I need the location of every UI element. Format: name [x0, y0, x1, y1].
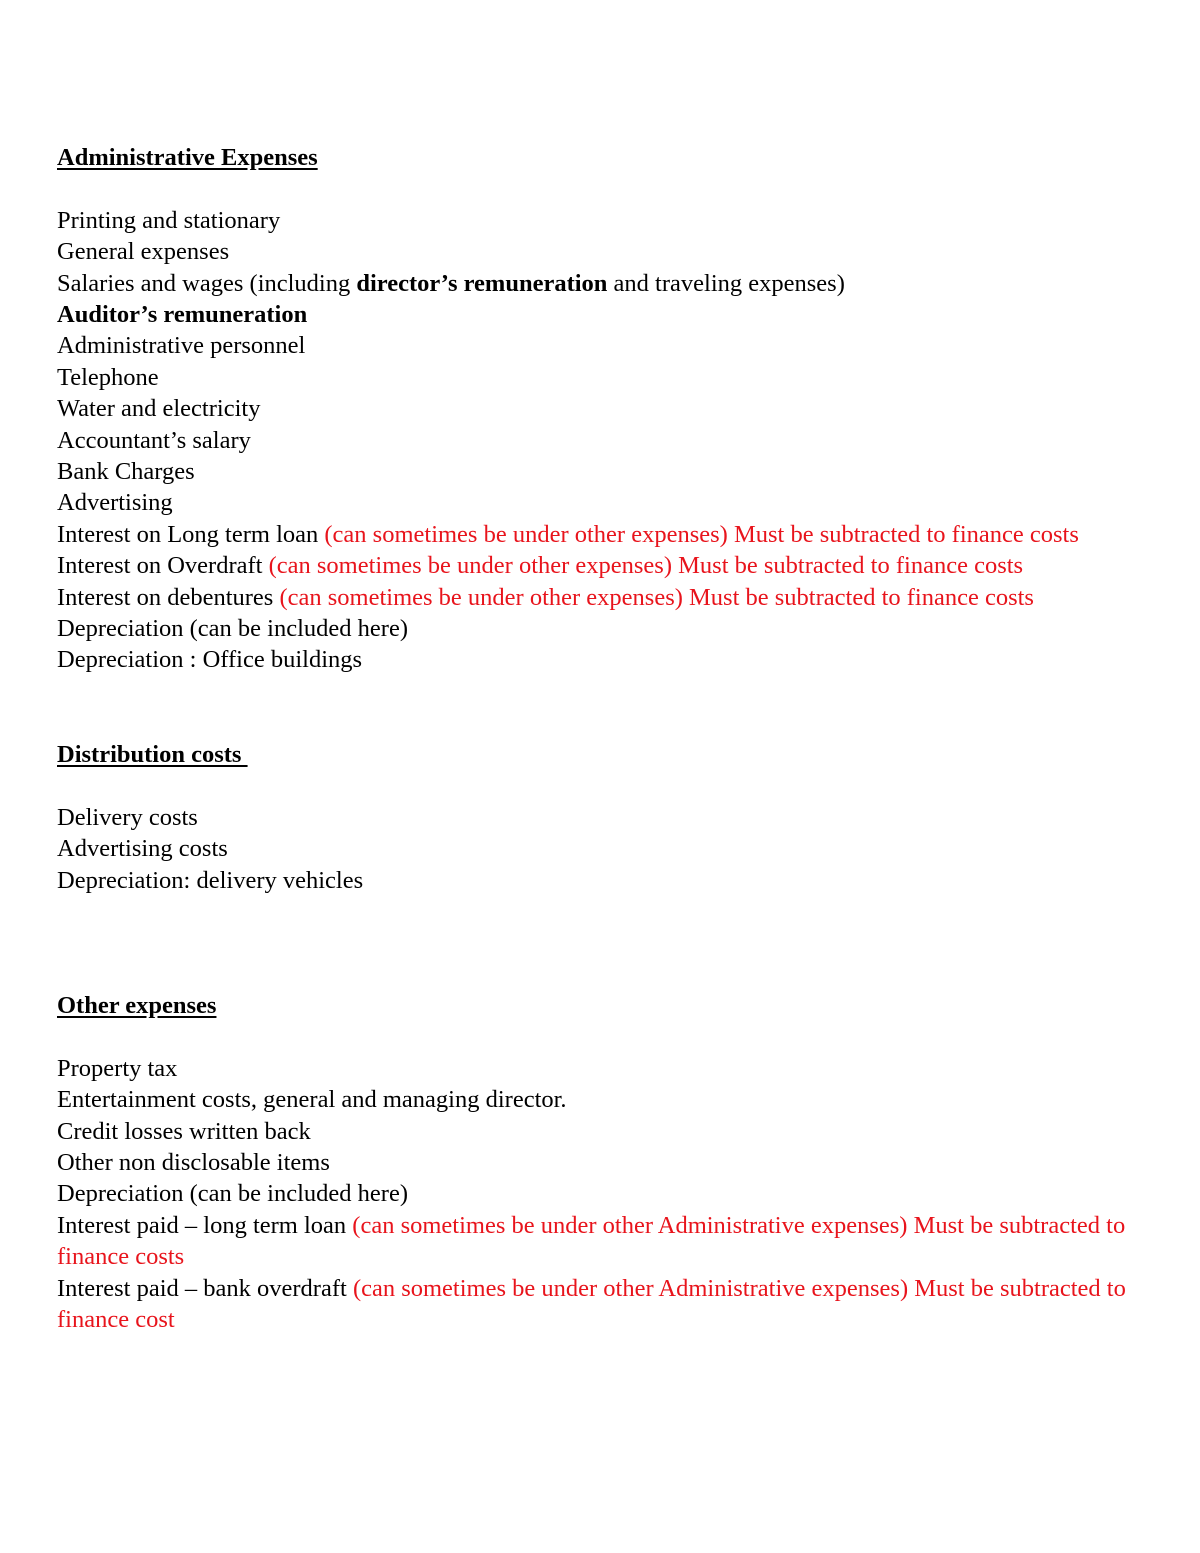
admin-item-interest-deb	[57, 582, 1157, 613]
other-interest-bo-note: (can sometimes be under other Administrative expenses) Must be subtracted to finance cost	[57, 1274, 1126, 1333]
other-item-property-tax: Property tax	[57, 1054, 178, 1082]
admin-item-interest-od	[57, 550, 1157, 581]
other-interest-bo-label: Interest paid – bank overdraft	[57, 1274, 353, 1302]
admin-item-interest-ltl	[57, 519, 1157, 550]
other-item-interest-bo	[57, 1273, 1157, 1336]
spacer	[57, 896, 1157, 990]
admin-item-accountant: Accountant’s salary	[57, 426, 251, 454]
other-item-depreciation: Depreciation (can be included here)	[57, 1180, 408, 1208]
admin-item-water: Water and electricity	[57, 395, 261, 423]
interest-od-label: Interest on Overdraft	[57, 552, 269, 580]
spacer	[57, 676, 1157, 739]
interest-od-note: (can sometimes be under other expenses) Must be subtracted to finance costs	[268, 552, 1024, 580]
interest-deb-note: (can sometimes be under other expenses) Must be subtracted to finance costs	[279, 583, 1034, 611]
salaries-text-start: Salaries and wages (including	[57, 269, 357, 297]
admin-item-general: General expenses	[57, 238, 230, 266]
other-heading: Other expenses	[57, 991, 217, 1019]
distribution-item-depreciation: Depreciation: delivery vehicles	[57, 866, 364, 894]
admin-heading: Administrative Expenses	[57, 144, 318, 171]
interest-deb-label: Interest on debentures	[57, 583, 280, 611]
admin-item-telephone: Telephone	[57, 363, 159, 391]
spacer	[57, 1021, 1157, 1052]
distribution-heading: Distribution costs	[57, 740, 248, 768]
admin-item-bank: Bank Charges	[57, 458, 195, 486]
admin-item-salaries	[57, 268, 1157, 299]
distribution-item-delivery: Delivery costs	[57, 803, 198, 831]
salaries-text-bold: director’s remuneration	[356, 269, 608, 297]
admin-item-depreciation: Depreciation (can be included here)	[57, 615, 408, 643]
salaries-text-end: and traveling expenses)	[607, 269, 845, 297]
other-item-entertainment: Entertainment costs, general and managing director.	[57, 1086, 567, 1114]
other-item-non-disclosable: Other non disclosable items	[57, 1148, 330, 1176]
admin-item-depreciation-office: Depreciation : Office buildings	[57, 646, 363, 674]
spacer	[57, 173, 1157, 204]
admin-item-auditor: Auditor’s remuneration	[57, 301, 308, 329]
admin-item-personnel: Administrative personnel	[57, 332, 306, 360]
other-interest-ltl-note: (can sometimes be under other Administrative expenses) Must be subtracted to finance costs	[57, 1211, 1126, 1271]
document-page	[57, 142, 1157, 1335]
distribution-item-advertising: Advertising costs	[57, 835, 228, 863]
interest-ltl-note: (can sometimes be under other expenses) Must be subtracted to finance costs	[324, 520, 1079, 548]
other-interest-ltl-label: Interest paid – long term loan	[57, 1211, 353, 1239]
spacer	[57, 770, 1157, 801]
admin-item-printing: Printing and stationary	[57, 206, 281, 234]
other-item-interest-ltl	[57, 1210, 1157, 1273]
other-item-credit-losses: Credit losses written back	[57, 1117, 311, 1145]
interest-ltl-label: Interest on Long term loan	[57, 520, 325, 548]
admin-item-advertising: Advertising	[57, 489, 173, 517]
